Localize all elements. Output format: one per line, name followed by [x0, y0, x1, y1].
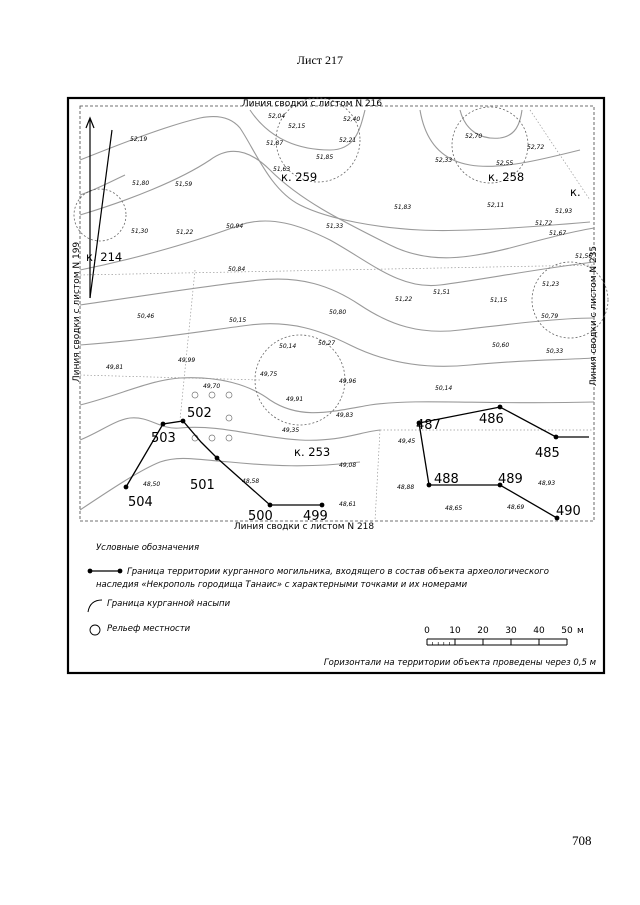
elevation-label: 50,15	[229, 317, 247, 324]
elevation-label: 49,35	[282, 427, 300, 434]
elevation-label: 49,96	[339, 378, 357, 385]
contour-interval-note: Горизонтали на территории объекта проведены через 0,5 м	[323, 658, 596, 668]
contour-line	[80, 378, 594, 413]
elevation-label: 48,61	[339, 501, 357, 508]
relief-icon	[209, 392, 215, 398]
elevation-label: 48,93	[538, 480, 556, 487]
scale-tick-label: 40	[533, 626, 545, 636]
point-label: 502	[187, 406, 212, 421]
elevation-label: 50,33	[546, 348, 564, 355]
kurgan-label: к. 214	[86, 250, 123, 264]
point-label: 486	[479, 412, 504, 427]
contour-line	[80, 151, 594, 258]
elevation-label: 51,56	[575, 253, 593, 260]
kurgan-label: к. 259	[281, 170, 318, 184]
mound-boundary-icon	[88, 600, 102, 612]
scale-tick-label: 30	[505, 626, 517, 636]
elevation-label: 50,46	[137, 313, 155, 320]
elevation-label: 51,83	[394, 204, 412, 211]
contour-line	[80, 458, 360, 510]
boundary-point-504	[124, 485, 129, 490]
elevation-label: 52,72	[527, 144, 545, 151]
elevation-label: 51,23	[542, 281, 560, 288]
elevation-label: 49,81	[106, 364, 124, 371]
edge-label-top: Линия сводки с листом N 216	[241, 99, 383, 109]
elevation-label: 51,22	[395, 296, 413, 303]
elevation-label: 49,83	[336, 412, 354, 419]
elevation-label: 52,04	[268, 113, 286, 120]
point-label: 503	[151, 431, 176, 446]
elevation-label: 51,59	[175, 181, 193, 188]
relief-icon	[226, 392, 232, 398]
scale-unit: м	[577, 626, 584, 636]
kurgan-label: к. 258	[488, 170, 525, 184]
elevation-label: 50,94	[226, 223, 244, 230]
point-label: 490	[556, 504, 581, 519]
elevation-label: 51,33	[326, 223, 344, 230]
elevation-label: 50,14	[435, 385, 453, 392]
elevation-label: 52,33	[435, 157, 453, 164]
elevation-label: 49,70	[203, 383, 221, 390]
scale-bar	[424, 626, 584, 645]
edge-label-left: Линия сводки с листом N 199	[72, 241, 82, 383]
boundary-point-488	[427, 483, 432, 488]
boundary-point-503	[161, 422, 166, 427]
kurgan-label: к. 253	[294, 445, 331, 459]
elevation-label: 50,60	[492, 342, 510, 349]
elevation-label: 51,15	[490, 297, 508, 304]
boundary-point-502	[181, 419, 186, 424]
legend-title: Условные обозначения	[96, 543, 200, 553]
elevation-label: 48,88	[397, 484, 415, 491]
elevation-label: 51,85	[316, 154, 334, 161]
point-label: 489	[498, 472, 523, 487]
elevation-label: 51,80	[132, 180, 150, 187]
scale-tick-label: 20	[477, 626, 489, 636]
scale-tick-label: 50	[561, 626, 573, 636]
contour-line	[80, 279, 594, 331]
boundary-point-icon	[118, 569, 123, 574]
elevation-label: 50,14	[279, 343, 297, 350]
elevation-label: 49,08	[339, 462, 357, 469]
elevation-label: 52,40	[343, 116, 361, 123]
point-label: 487	[416, 418, 441, 433]
elevation-label: 48,50	[143, 481, 161, 488]
elevation-label: 48,58	[242, 478, 260, 485]
point-label: 504	[128, 495, 153, 510]
elevation-label: 50,79	[541, 313, 559, 320]
elevation-label: 49,91	[286, 396, 304, 403]
point-label: 501	[190, 478, 215, 493]
elevation-label: 51,30	[131, 228, 149, 235]
boundary-point-499	[320, 503, 325, 508]
kurgan-label: к.	[570, 185, 581, 199]
boundary-line-right-top	[419, 407, 589, 437]
legend-item-boundary: Граница территории курганного могильника, входящего в состав объекта археологического наследия «Некрополь городища Танаис» с характерными точками и их номерами	[96, 567, 549, 590]
relief-icon	[226, 415, 232, 421]
elevation-label: 51,63	[273, 166, 291, 173]
elevation-label: 49,45	[398, 438, 416, 445]
edge-label-bottom: Линия сводки с листом N 218	[233, 522, 375, 532]
elevation-label: 51,51	[433, 289, 451, 296]
elevation-label: 50,27	[318, 340, 336, 347]
elevation-label: 48,65	[445, 505, 463, 512]
scale-tick-label: 10	[449, 626, 461, 636]
elevation-label: 52,21	[339, 137, 357, 144]
elevation-label: 51,72	[535, 220, 553, 227]
page-number: 708	[572, 833, 592, 848]
elevation-label: 49,75	[260, 371, 278, 378]
boundary-line-right-bottom	[419, 423, 557, 518]
relief-icon	[226, 435, 232, 441]
elevation-label: 52,70	[465, 133, 483, 140]
dotted-line	[180, 270, 195, 420]
dotted-line	[375, 430, 380, 521]
elevation-label: 49,99	[178, 357, 196, 364]
boundary-point-486	[498, 405, 503, 410]
point-label: 488	[434, 472, 459, 487]
elevation-label: 51,67	[549, 230, 567, 237]
elevation-label: 52,55	[496, 160, 514, 167]
elevation-label: 52,19	[130, 136, 148, 143]
legend	[88, 543, 597, 668]
relief-icon	[192, 392, 198, 398]
relief-icon	[209, 435, 215, 441]
edge-label-right: Линия сводки с листом N 235	[589, 245, 599, 387]
boundary-point-485	[554, 435, 559, 440]
elevation-label: 51,93	[555, 208, 573, 215]
elevation-label: 48,69	[507, 504, 525, 511]
scale-tick-label: 0	[424, 626, 430, 636]
boundary-point-501	[215, 456, 220, 461]
legend-item-relief: Рельеф местности	[107, 624, 191, 634]
boundary-point-500	[268, 503, 273, 508]
point-label: 485	[535, 446, 560, 461]
contour-line	[80, 175, 125, 195]
elevation-label: 52,15	[288, 123, 306, 130]
elevation-label: 51,22	[176, 229, 194, 236]
legend-item-mound: Граница курганной насыпи	[107, 599, 231, 609]
elevation-label: 50,84	[228, 266, 246, 273]
contour-line	[80, 324, 594, 367]
sheet-title: Лист 217	[296, 53, 344, 67]
elevation-label: 52,11	[487, 202, 505, 209]
relief-icon	[90, 625, 100, 635]
north-arrow	[86, 118, 112, 298]
point-label: 500	[248, 509, 273, 524]
boundary-point-icon	[88, 569, 93, 574]
point-label: 499	[303, 509, 328, 524]
elevation-label: 51,87	[266, 140, 284, 147]
contour-line	[80, 221, 594, 286]
elevation-label: 50,80	[329, 309, 347, 316]
